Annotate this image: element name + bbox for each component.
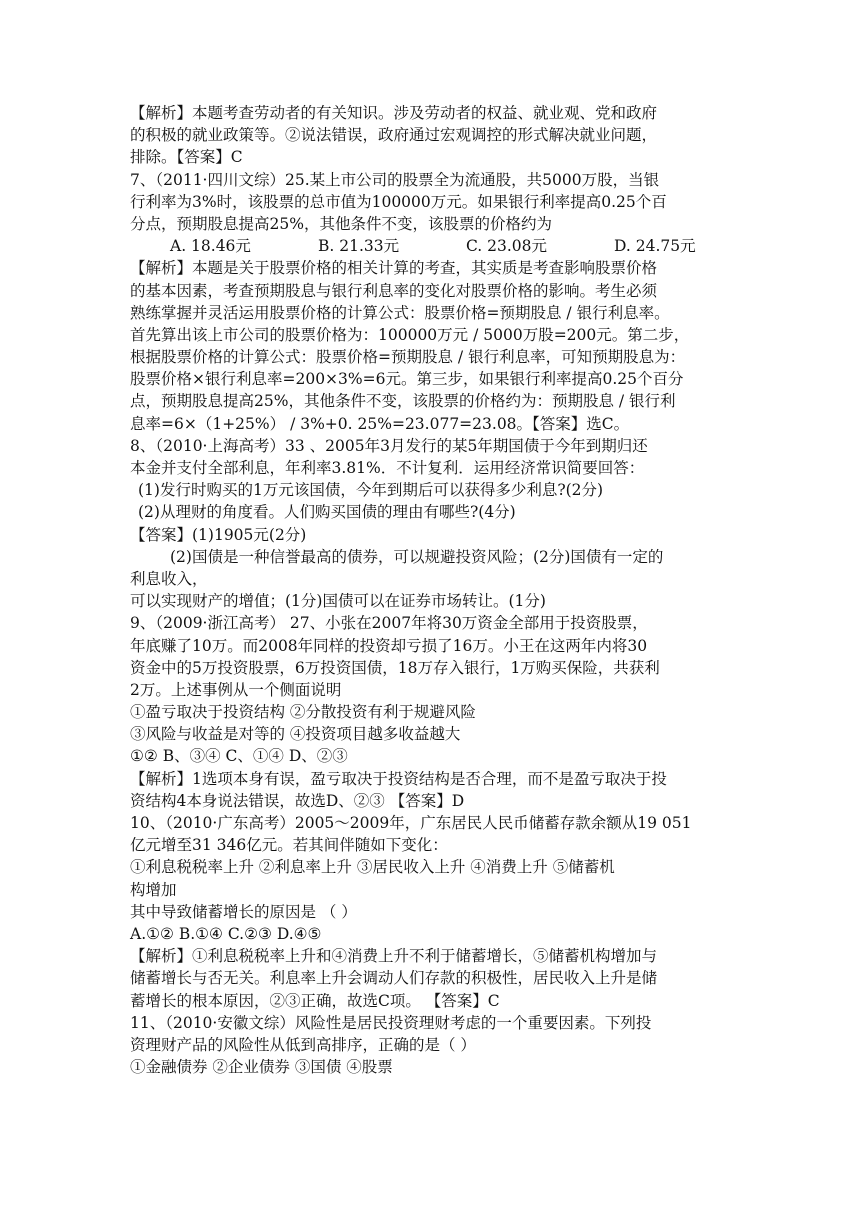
text-line: 其中导致储蓄增长的原因是 （ ） (130, 902, 357, 921)
question-8-header: 8、（2010·上海高考）33 、2005年3月发行的某5年期国债于今年到期归还 (130, 436, 648, 455)
text-line: 熟练掌握并灵活运用股票价格的计算公式：股票价格=预期股息 / 银行利息率。 (130, 303, 670, 322)
text-line: ①金融债券 ②企业债券 ③国债 ④股票 (130, 1058, 393, 1077)
text-line: 2万。上述事例从一个侧面说明 (130, 680, 342, 699)
text-line: 可以实现财产的增值；(1分)国债可以在证券市场转让。(1分) (130, 592, 546, 611)
question-11-header: 11、（2010·安徽文综）风险性是居民投资理财考虑的一个重要因素。下列投 (130, 1013, 652, 1032)
text-line: 利息收入， (130, 569, 208, 588)
option-b: B. 21.33元 (318, 237, 400, 256)
document-page (130, 102, 735, 1078)
text-line: A.①② B.①④ C.②③ D.④⑤ (130, 924, 322, 943)
text-line: 【答案】(1)1905元(2分) (130, 525, 307, 544)
text-line: 资理财产品的风险性从低到高排序，正确的是（ ） (130, 1035, 476, 1054)
text-line: 【解析】本题考查劳动者的有关知识。涉及劳动者的权益、就业观、党和政府 (130, 104, 658, 122)
text-line: (1)发行时购买的1万元该国债，今年到期后可以获得多少利息?(2分) (138, 481, 604, 500)
option-c: C. 23.08元 (466, 237, 548, 256)
text-line: ①② B、③④ C、①④ D、②③ (130, 747, 348, 766)
text-line: 息率=6×（1+25%） / 3%+0. 25%=23.077=23.08。【答案】选C。 (130, 414, 630, 433)
text-line: 储蓄增长与否无关。利息率上升会调动人们存款的积极性，居民收入上升是储 (130, 969, 658, 988)
text-line: 股票价格×银行利息率=200×3%=6元。第三步，如果银行利率提高0.25个百分 (130, 370, 684, 389)
text-line: 亿元增至31 346亿元。若其间伴随如下变化： (130, 836, 448, 855)
text-line: 【解析】1选项本身有误，盈亏取决于投资结构是否合理，而不是盈亏取决于投 (130, 769, 667, 788)
text-line: 点，预期股息提高25%，其他条件不变，该股票的价格约为：预期股息 / 银行利 (130, 392, 676, 411)
option-a: A. 18.46元 (170, 237, 251, 256)
text-line: (2)从理财的角度看。人们购买国债的理由有哪些?(4分) (138, 503, 516, 522)
question-7-header: 7、（2011·四川文综）25.某上市公司的股票全为流通股，共5000万股，当银 (130, 170, 660, 189)
text-line: (2)国债是一种信誉最高的债券，可以规避投资风险；(2分)国债有一定的 (170, 547, 664, 566)
text-line: 根据股票价格的计算公式：股票价格=预期股息 / 银行利息率，可知预期股息为： (130, 348, 686, 367)
text-line: 资金中的5万投资股票，6万投资国债，18万存入银行，1万购买保险，共获利 (130, 658, 660, 677)
text-line: 本金并支付全部利息，年利率3.81%．不计复利．运用经济常识简要回答： (130, 459, 645, 477)
text-line: 【解析】①利息税税率上升和④消费上升不利于储蓄增长，⑤储蓄机构增加与 (130, 947, 658, 966)
text-line: 行利率为3%时，该股票的总市值为100000万元。如果银行利率提高0.25个百 (130, 192, 667, 211)
text-line: 年底赚了10万。而2008年同样的投资却亏损了16万。小王在这两年内将30 (130, 636, 648, 655)
text-line: 构增加 (130, 880, 177, 899)
text-line: ①利息税税率上升 ②利息率上升 ③居民收入上升 ④消费上升 ⑤储蓄机 (130, 858, 615, 877)
question-7-options (130, 235, 735, 257)
text-line: 的积极的就业政策等。②说法错误，政府通过宏观调控的形式解决就业问题， (130, 126, 658, 145)
question-9-header: 9、（2009·浙江高考） 27、小张在2007年将30万资金全部用于投资股票， (130, 614, 648, 633)
text-line: 排除。【答案】C (130, 148, 243, 167)
text-line: 分点，预期股息提高25%，其他条件不变，该股票的价格约为 (130, 214, 552, 233)
text-line: 蓄增长的根本原因，②③正确，故选C项。 【答案】C (130, 991, 500, 1010)
option-d: D. 24.75元 (614, 237, 696, 256)
text-line: ③风险与收益是对等的 ④投资项目越多收益越大 (130, 725, 461, 744)
question-10-header: 10、（2010·广东高考）2005～2009年，广东居民人民币储蓄存款余额从19 051 (130, 814, 692, 832)
text-line: 首先算出该上市公司的股票价格为：100000万元 / 5000万股=200元。第二步， (130, 325, 690, 344)
text-line: 【解析】本题是关于股票价格的相关计算的考查，其实质是考查影响股票价格 (130, 259, 658, 278)
text-line: 资结构4本身说法错误，故选D、②③ 【答案】D (130, 791, 465, 810)
text-line: ①盈亏取决于投资结构 ②分散投资有利于规避风险 (130, 703, 476, 722)
text-line: 的基本因素，考查预期股息与银行利息率的变化对股票价格的影响。考生必须 (130, 281, 658, 300)
